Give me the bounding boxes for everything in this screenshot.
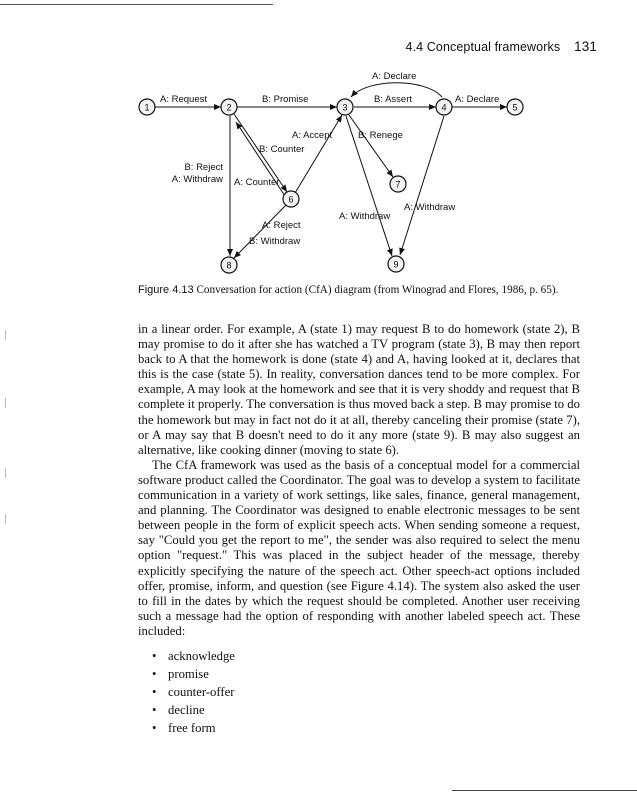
list-item: • decline	[152, 702, 205, 717]
label-a-declare-right: A: Declare	[455, 94, 500, 105]
svg-text:6: 6	[288, 194, 294, 205]
label-a-counter: A: Counter	[234, 177, 280, 188]
label-b-reject: B: Reject	[184, 162, 223, 173]
label-a-request: A: Request	[160, 94, 207, 105]
svg-text:9: 9	[393, 259, 399, 270]
body-text	[138, 322, 580, 739]
label-b-counter: B: Counter	[259, 144, 305, 155]
caption-text: Conversation for action (CfA) diagram (from Winograd and Flores, 1986, p. 65).	[196, 284, 559, 296]
label-b-assert: B: Assert	[374, 94, 413, 105]
list-item: • counter-offer	[152, 684, 235, 699]
label-a-withdraw-mid: A: Withdraw	[339, 211, 391, 222]
svg-text:7: 7	[395, 179, 401, 190]
list-item: • acknowledge	[152, 648, 235, 663]
state-9	[388, 256, 404, 272]
state-3	[337, 99, 353, 115]
list-item: • free form	[152, 720, 216, 735]
label-a-accept: A: Accept	[292, 130, 333, 141]
cfa-diagram	[0, 0, 637, 290]
state-6	[283, 191, 299, 207]
state-5	[507, 99, 523, 115]
svg-text:1: 1	[144, 102, 150, 113]
label-a-reject: A: Reject	[262, 220, 301, 231]
svg-text:5: 5	[512, 102, 518, 113]
speech-act-list	[138, 649, 580, 736]
paragraph-2: The CfA framework was used as the basis of a conceptual model for a commercial software product called the Coordinator. The goal was to develop a system to facilitate communication in a variety of work settings, like sales, finance, general management, and planning. The Coordinator was designed to enable electronic messages to be sent between people in the form of explicit speech acts. When sending someone a request, say "Could you get the report to me", the sender was also required to select the menu option "request." This was placed in the subject header of the message, thereby explicitly specifying the nature of the speech act. Other speech-act options included offer, promise, inform, and question (see Figure 4.14). The system also asked the user to fill in the dates by which the request should be completed. Another user receiving such a message had the option of responding with another labeled speech act. These included:	[138, 457, 580, 638]
margin-mark	[5, 514, 6, 524]
figure-label: Figure 4.13	[138, 284, 194, 296]
label-a-declare-top: A: Declare	[372, 71, 417, 82]
bottom-rule	[452, 790, 637, 791]
state-8	[221, 257, 237, 273]
margin-mark	[5, 330, 6, 340]
edge-reject-6	[234, 204, 287, 258]
svg-text:2: 2	[226, 102, 232, 113]
svg-text:8: 8	[226, 260, 232, 271]
figure-caption	[138, 284, 558, 296]
state-2	[221, 99, 237, 115]
label-b-promise: B: Promise	[262, 94, 309, 105]
state-7	[390, 176, 406, 192]
state-1	[139, 99, 155, 115]
margin-mark	[5, 398, 6, 408]
svg-text:4: 4	[441, 102, 447, 113]
page-number: 131	[574, 39, 597, 54]
label-a-withdraw-right: A: Withdraw	[404, 202, 456, 213]
state-4	[436, 99, 452, 115]
paragraph-1: in a linear order. For example, A (state 1) may request B to do homework (state 2), B may promise to do it after she has watched a TV program (state 3), B may then report back to A that the homework is done (state 4) and A, having looked at it, declares that this is the case (state 5). In reality, conversation dances tend to be more complex. For example, A may look at the homework and see that it is very shoddy and request that B complete it properly. The conversation is thus moved back a step. B may promise to do the homework but may in fact not do it at all, thereby canceling their promise (state 7), or A may say that B doesn't need to do it any more (state 9). B may also suggest an alternative, like cooking dinner (moving to state 6).	[138, 322, 580, 457]
label-a-withdraw-left: A: Withdraw	[171, 174, 223, 185]
list-item: • promise	[152, 666, 209, 681]
label-b-renege: B: Renege	[358, 130, 403, 141]
label-b-withdraw: B: Withdraw	[249, 236, 301, 247]
margin-mark	[5, 468, 6, 478]
section-title: 4.4 Conceptual frameworks	[405, 40, 561, 54]
svg-text:3: 3	[342, 102, 348, 113]
edge-withdraw-4	[400, 116, 444, 255]
